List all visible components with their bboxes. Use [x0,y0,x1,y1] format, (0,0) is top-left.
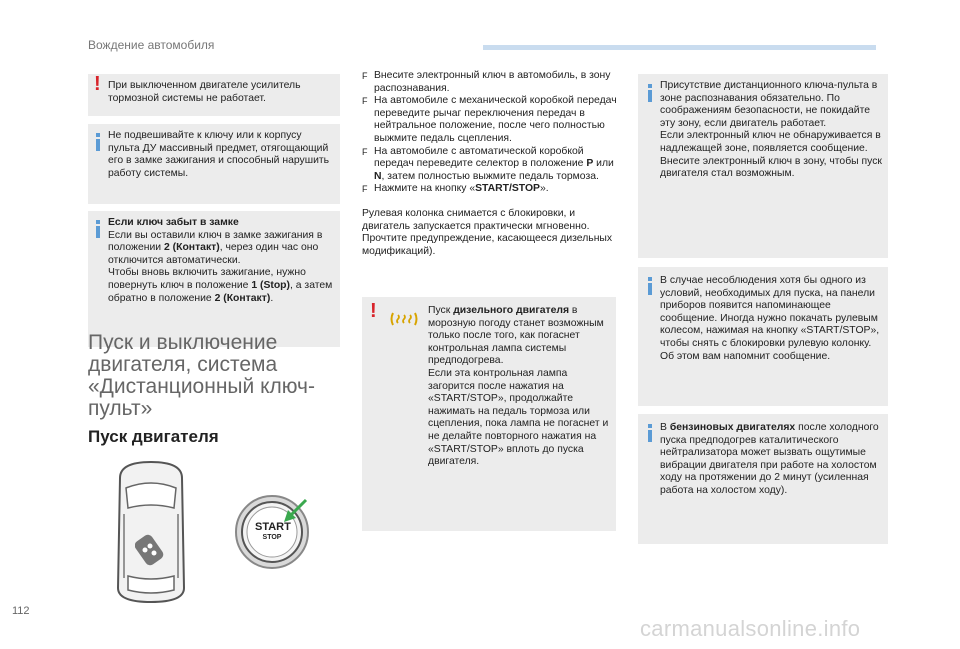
key-forgotten-heading: Если ключ забыт в замке [108,217,239,228]
presence-text-2: Если электронный ключ не обнаруживается в надлежащей зоне, появляется сообщение. Внесите электронный ключ в зону, чтобы пуск двигателя стал возможным. [660,130,882,180]
warning-exclamation-icon: ! [94,73,101,95]
conditions-text: В случае несоблюдения хотя бы одного из условий, необходимых для пуска, на панели приборов появится напоминающее сообщение. Иногда нужно покачать рулевым колесом, нажимая на кнопку «START/STOP», чтобы снять с блокировки рулевую колонку. Об этом вам напомнит сообщение. [660,275,880,362]
step-4: F Нажмите на кнопку «START/STOP». [362,183,620,196]
info-bar-icon [96,226,100,238]
info-box-key-forgotten [88,211,340,347]
info-bar-icon [96,139,100,151]
info-bar-icon [648,430,652,442]
start-paragraph: Рулевая колонка снимается с блокировки, и двигатель запускается практически мгновенно. Прочтите предупреждение, касающееся дизельных модификаций). [362,207,613,257]
stop-label: STOP [262,534,282,541]
petrol-text: В бензиновых двигателях после холодного пуска предподогрев каталитического нейтрализатора может вызвать ощутимые вибрации двигателя при работе на холостом ходу на протяжении до 2 минут (усиленная работа на холостом ходу). [660,422,879,496]
info-box-conditions [638,267,888,406]
warning-exclamation-icon: ! [370,300,377,322]
info-box-petrol [638,414,888,544]
diesel-text: Пуск дизельного двигателя в морозную погоду станет возможным только после того, как погаснет контрольная лампа системы предподогрева. [428,305,604,367]
section-title: Пуск и выключение двигателя, система «Дистанционный ключ-пульт» [88,331,315,420]
step-3: F На автомобиле с автоматической коробкой передач переведите селектор в положение P или N, затем полностью выжмите педаль тормоза. [362,146,620,184]
info-bar-icon [648,90,652,102]
info-bar-icon [648,283,652,295]
warning-box-brakes [88,74,340,116]
diesel-warning-box [362,297,616,531]
diesel-text-2: Если эта контрольная лампа загорится после нажатия на «START/STOP», продолжайте нажимать на педаль тормоза или сцепления, пока лампа не погаснет и не делайте повторного нажатия на «START/STOP» вплоть до пуска двигателя. [428,367,609,468]
page-number: 112 [12,605,30,617]
steps-list [362,70,620,258]
info-box-key-weight [88,124,340,204]
watermark: carmanualsonline.info [640,616,861,641]
glow-plug-icon [390,311,418,327]
header-section-title: Вождение автомобиля [88,38,215,52]
key-forgotten-text-2: Чтобы вновь включить зажигание, нужно повернуть ключ в положение 1 (Stop), а затем обратно в положение 2 (Контакт). [108,267,333,304]
header-accent-bar [483,45,876,50]
info-box-key-presence [638,74,888,258]
press-arrow-icon [280,496,310,526]
step-1: F Внесите электронный ключ в автомобиль, в зону распознавания. [362,70,620,95]
key-fob-icon [135,528,169,568]
presence-text: Присутствие дистанционного ключа-пульта в зоне распознавания обязательно. По соображениям безопасности, не покидайте эту зону, если двигатель работает. [660,80,878,129]
start-label: START [255,521,291,533]
info-text: Не подвешивайте к ключу или к корпусу пульта ДУ массивный предмет, отягощающий его в замке зажигания и способный нарушить работу системы. [108,130,330,179]
step-2: F На автомобиле с механической коробкой передач переведите рычаг переключения передач в нейтральное положение, после чего полностью выжмите педаль сцепления. [362,95,620,145]
key-forgotten-text: Если вы оставили ключ в замке зажигания в положении 2 (Контакт), через один час оно отключится автоматически. [108,229,323,266]
warning-text: При выключенном двигателе усилитель тормозной системы не работает. [108,80,301,104]
subsection-title: Пуск двигателя [88,427,219,446]
